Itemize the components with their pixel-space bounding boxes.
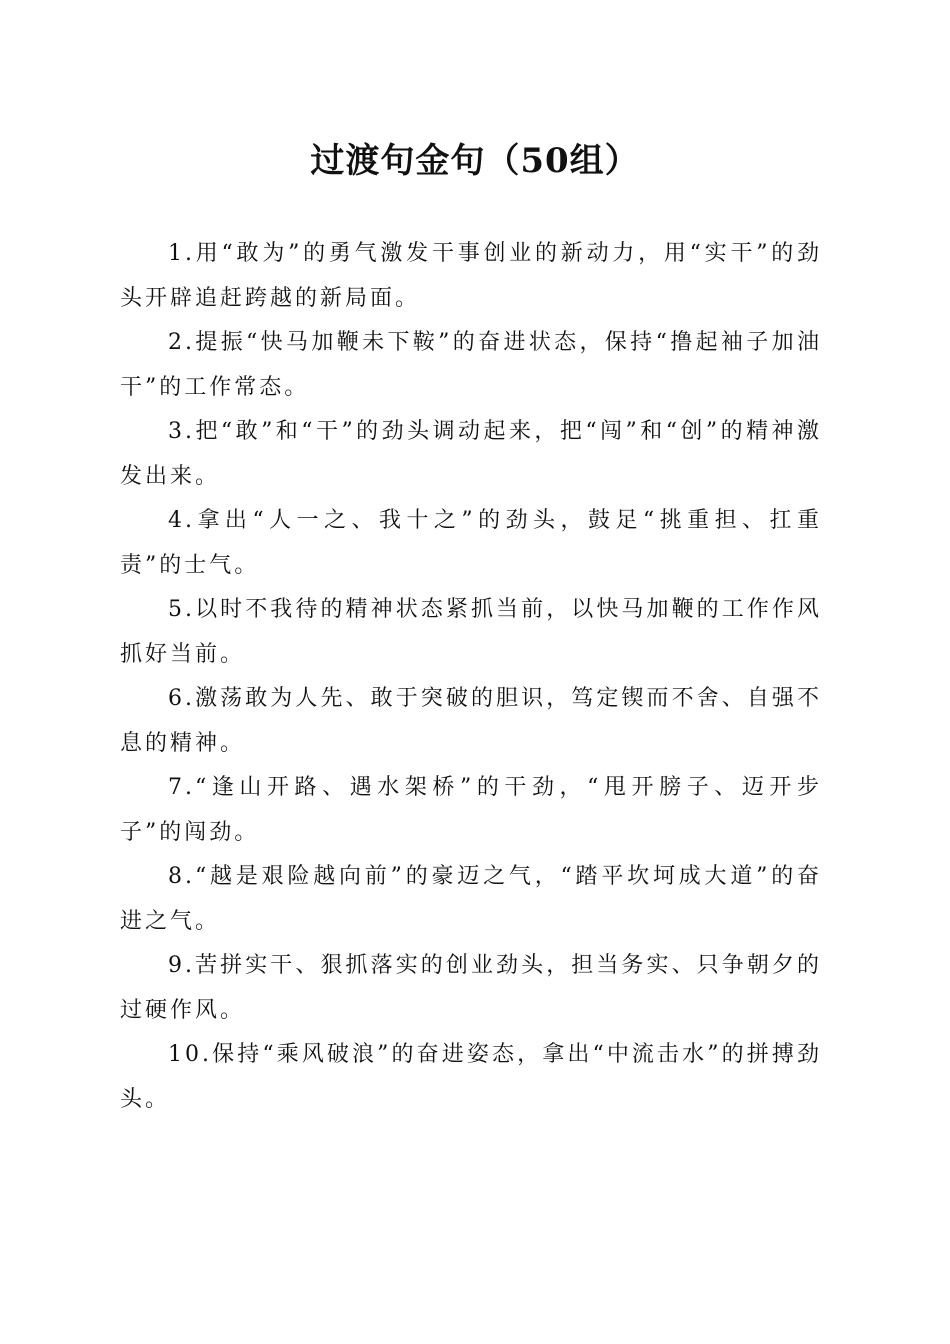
list-item: 8.“越是艰险越向前”的豪迈之气，“踏平坎坷成大道”的奋进之气。 <box>120 864 822 934</box>
list-item: 6.激荡敢为人先、敢于突破的胆识，笃定锲而不舍、自强不息的精神。 <box>120 686 822 756</box>
list-item: 7.“逢山开路、遇水架桥”的干劲，“甩开膀子、迈开步子”的闯劲。 <box>120 775 822 845</box>
list-item: 1.用“敢为”的勇气激发干事创业的新动力，用“实干”的劲头开辟追赶跨越的新局面。 <box>120 241 822 311</box>
list-item: 5.以时不我待的精神状态紧抓当前，以快马加鞭的工作作风抓好当前。 <box>120 597 822 667</box>
list-item: 10.保持“乘风破浪”的奋进姿态，拿出“中流击水”的拼搏劲头。 <box>120 1042 822 1112</box>
list-item: 2.提振“快马加鞭未下鞍”的奋进状态，保持“撸起袖子加油干”的工作常态。 <box>120 330 822 400</box>
list-item: 9.苦拼实干、狠抓落实的创业劲头，担当务实、只争朝夕的过硬作风。 <box>120 953 822 1023</box>
document-body <box>120 232 822 1122</box>
document-title: 过渡句金句（50组） <box>310 141 640 181</box>
list-item: 3.把“敢”和“干”的劲头调动起来，把“闯”和“创”的精神激发出来。 <box>120 419 822 489</box>
list-item: 4.拿出“人一之、我十之”的劲头，鼓足“挑重担、扛重责”的士气。 <box>120 508 822 578</box>
